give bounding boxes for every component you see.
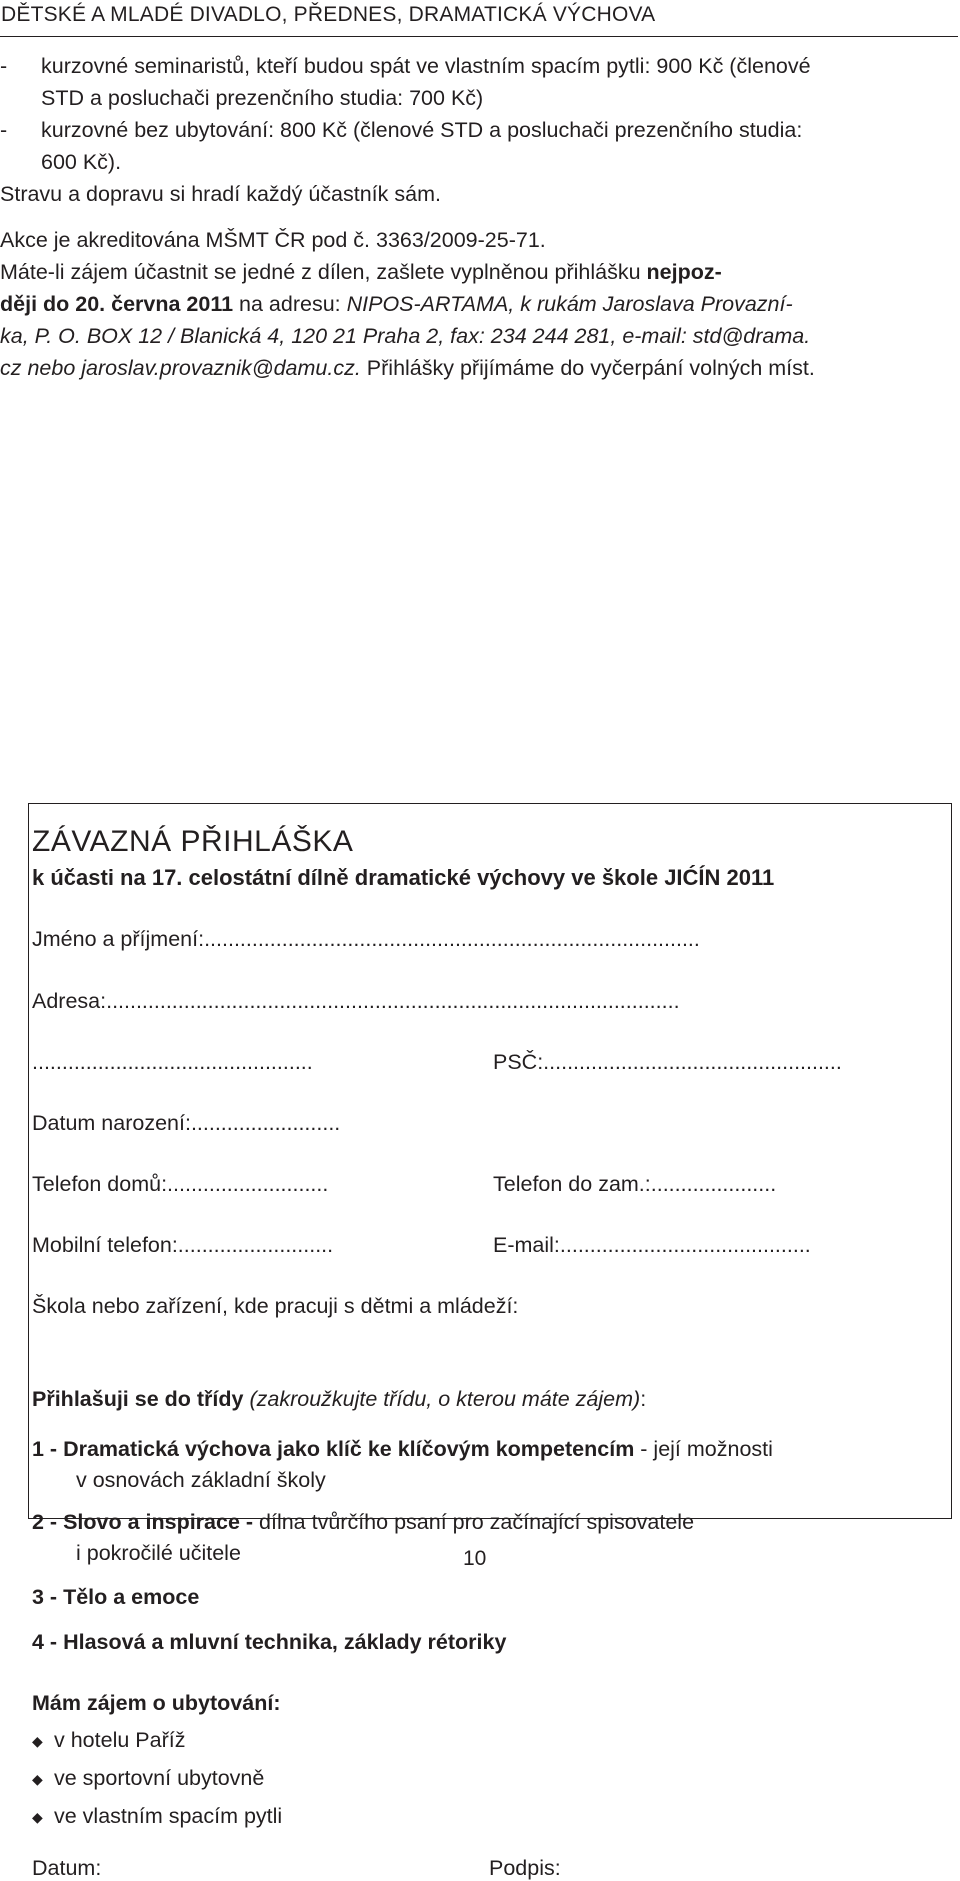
price-text-cont: 600 Kč). — [41, 150, 122, 174]
header-title: DĚTSKÉ A MLADÉ DIVADLO, PŘEDNES, DRAMATICKÁ VÝCHOVA — [1, 3, 656, 26]
address-field[interactable]: Adresa:................................................................................................ — [32, 989, 680, 1013]
work-phone-field[interactable]: Telefon do zam.:..................... — [493, 1172, 777, 1196]
mobile-phone-field[interactable]: Mobilní telefon:.......................... — [32, 1233, 334, 1257]
accommodation-label: Mám zájem o ubytování: — [32, 1691, 281, 1715]
meals-note: Stravu a dopravu si hradí každý účastník sám. — [0, 182, 441, 206]
name-field[interactable]: Jméno a příjmení:................................................................................... — [32, 927, 700, 951]
form-title: ZÁVAZNÁ PŘIHLÁŠKA — [32, 825, 354, 858]
signature-field[interactable]: Podpis: — [489, 1856, 561, 1880]
price-text-cont: STD a posluchači prezenčního studia: 700 Kč) — [41, 86, 484, 110]
school-field[interactable]: Škola nebo zařízení, kde pracuji s dětmi a mládeží: — [32, 1294, 519, 1318]
apply-line-4: cz nebo jaroslav.provaznik@damu.cz. Přihlášky přijímáme do vyčerpání volných míst. — [0, 356, 815, 380]
class-option-2[interactable]: 2 - Slovo a inspirace - dílna tvůrčího psaní pro začínající spisovatele — [32, 1510, 695, 1534]
class-option-1-cont: v osnovách základní školy — [76, 1468, 326, 1492]
address-field-2[interactable]: ............................................... — [32, 1050, 313, 1074]
application-form: ZÁVAZNÁ PŘIHLÁŠKA k účasti na 17. celostátní dílně dramatické výchovy ve škole JIĆÍN 2011 Jméno a příjmení:................................................................................... Adresa:................................................................................................ ............................................... PSČ:.................................................. Datum narození:......................... Telefon domů:........................... Telefon do zam.:..................... Mobilní telefon:.......................... E-mail:.......................................... Škola nebo zařízení, kde pracuji s dětmi a mládeží: Přihlašuji se do třídy (zakroužkujte třídu, o kterou máte zájem): 1 - Dramatická výchova jako klíč ke klíčovým kompetencím - její možnosti v osnovách základní školy 2 - Slovo a inspirace - dílna tvůrčího psaní pro začínající spisovatele i pokročilé učitele 3 - Tělo a emoce 4 - Hlasová a mluvní technika, základy rétoriky Mám zájem o ubytování: ◆ v hotelu Paříž ◆ ve sportovní ubytovně ◆ ve vlastním spacím pytli Datum: Podpis: — [28, 803, 952, 1519]
apply-line-1: Máte-li zájem účastnit se jedné z dílen, zašlete vyplněnou přihlášku nejpoz- — [0, 260, 722, 284]
page-header — [0, 2, 958, 37]
price-text: kurzovné seminaristů, kteří budou spát ve vlastním spacím pytli: 900 Kč (členové — [41, 54, 811, 78]
diamond-bullet-icon: ◆ — [32, 1771, 43, 1787]
diamond-bullet-icon: ◆ — [32, 1809, 43, 1825]
class-option-4[interactable]: 4 - Hlasová a mluvní technika, základy rétoriky — [32, 1630, 507, 1654]
class-option-1[interactable]: 1 - Dramatická výchova jako klíč ke klíčovým kompetencím - její možnosti — [32, 1437, 773, 1461]
birthdate-field[interactable]: Datum narození:......................... — [32, 1111, 341, 1135]
form-subtitle: k účasti na 17. celostátní dílně dramatické výchovy ve škole JIĆÍN 2011 — [32, 865, 775, 890]
accreditation-note: Akce je akreditována MŠMT ČR pod č. 3363/2009-25-71. — [0, 228, 546, 252]
page-number: 10 — [463, 1547, 487, 1570]
class-option-3[interactable]: 3 - Tělo a emoce — [32, 1585, 200, 1609]
email-field[interactable]: E-mail:.......................................... — [493, 1233, 811, 1257]
list-dash: - — [0, 118, 8, 142]
diamond-bullet-icon: ◆ — [32, 1733, 43, 1749]
price-text: kurzovné bez ubytování: 800 Kč (členové STD a posluchači prezenčního studia: — [41, 118, 803, 142]
psc-field[interactable]: PSČ:.................................................. — [493, 1050, 842, 1074]
apply-line-2: ději do 20. června 2011 na adresu: NIPOS-ARTAMA, k rukám Jaroslava Provazní- — [0, 292, 793, 316]
apply-line-3: ka, P. O. BOX 12 / Blanická 4, 120 21 Praha 2, fax: 234 244 281, e-mail: std@drama. — [0, 324, 811, 348]
list-dash: - — [0, 54, 8, 78]
class-option-2-cont: i pokročilé učitele — [76, 1541, 241, 1565]
home-phone-field[interactable]: Telefon domů:........................... — [32, 1172, 329, 1196]
class-selection-label: Přihlašuji se do třídy (zakroužkujte třídu, o kterou máte zájem): — [32, 1387, 647, 1411]
date-field[interactable]: Datum: — [32, 1856, 102, 1880]
